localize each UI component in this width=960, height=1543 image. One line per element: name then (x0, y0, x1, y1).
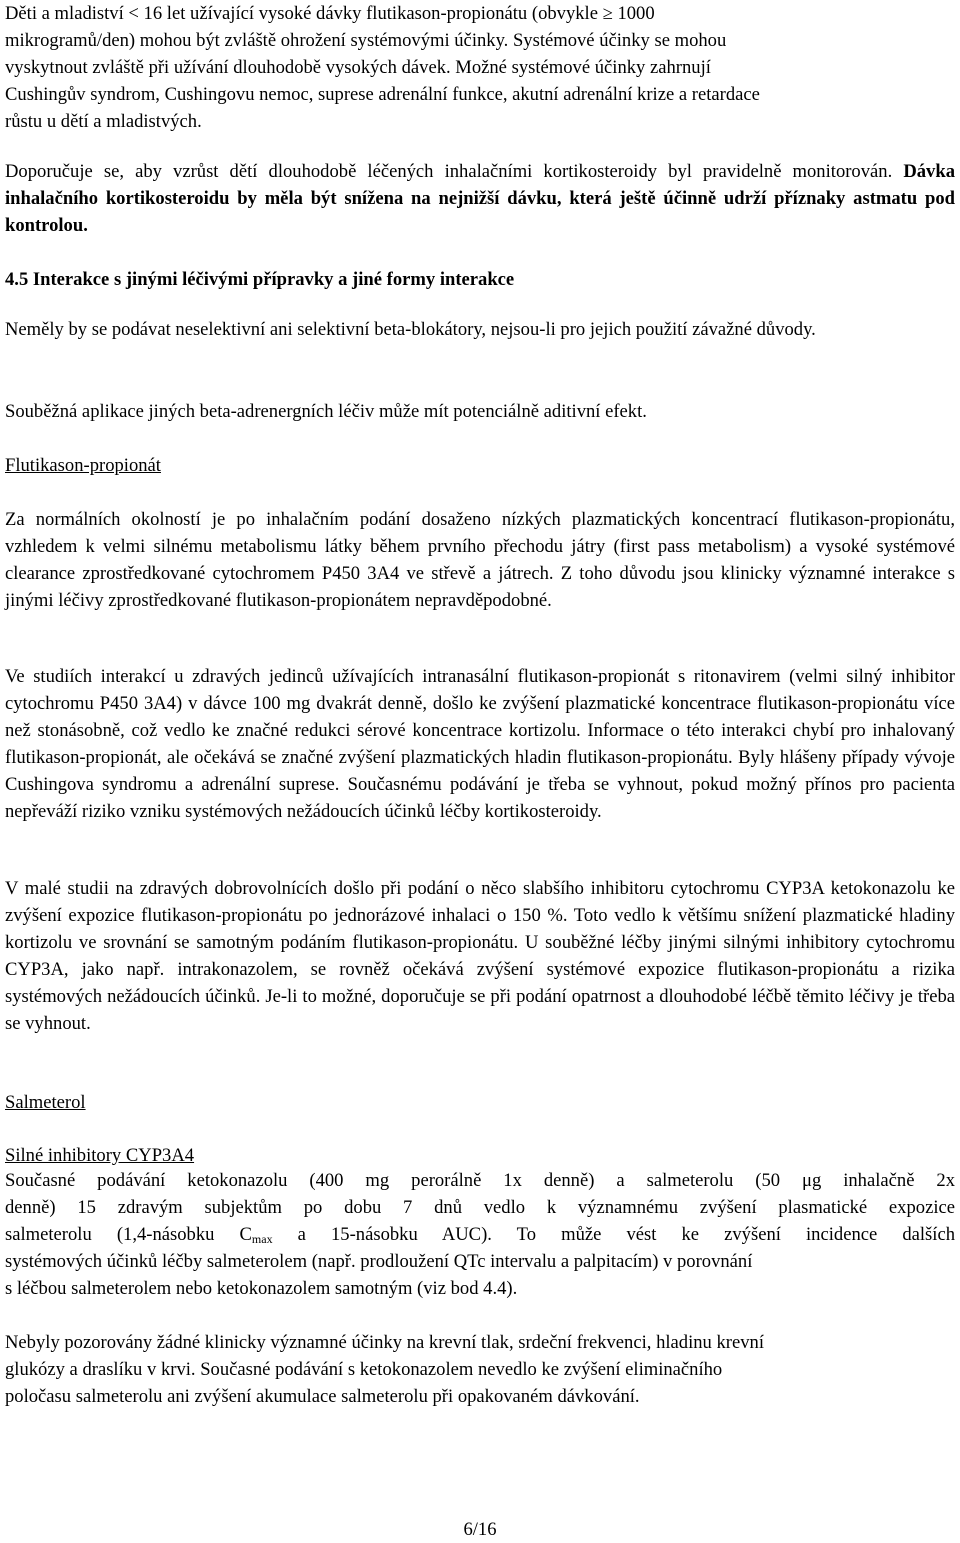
subscript-max: max (251, 1232, 273, 1246)
paragraph-ritonavir (5, 663, 955, 825)
text-line: systémových účinků léčby salmeterolem (např. prodloužení QTc intervalu a palpitacím) v porovnání (5, 1251, 753, 1272)
paragraph-children-risk (5, 0, 955, 135)
paragraph-fluticasone-metabolism (5, 506, 955, 614)
page-number: 6/16 (463, 1519, 497, 1540)
text-line: s léčbou salmeterolem nebo ketokonazolem samotným (viz bod 4.4). (5, 1278, 518, 1299)
fluticasone-heading: Flutikason-propionát (5, 455, 161, 476)
text-line: poločasu salmeterolu ani zvýšení akumulace salmeterolu při opakovaném dávkování. (5, 1386, 640, 1407)
paragraph-beta-blockers (5, 316, 955, 343)
subheading-fluticasone (5, 452, 955, 479)
paragraph-salmeterol-ketoconazole (5, 1167, 955, 1302)
subheading-salmeterol (5, 1089, 955, 1116)
text-line: glukózy a draslíku v krvi. Současné podávání s ketokonazolem nevedlo ke zvýšení eliminačního (5, 1359, 723, 1380)
paragraph-concomitant (5, 398, 955, 425)
ritonavir-text: Ve studiích interakcí u zdravých jedinců užívajících intranasální flutikason-propionát s ritonavirem (velmi silný inhibitor cytochromu P450 3A4) v dávce 100 mg dvakrát denně, došlo ke zvýšení plazmatické koncentrace flutikason-propionátu více než stonásobně, což vedlo ke značné redukci sérové koncentrace kortizolu. Informace o této interakci chybí pro inhalovaný flutikason-propionát, ale očekává se značné zvýšení plazmatických hladin flutikason-propionátu. Byly hlášeny případy vývoje Cushingova syndromu a adrenální suprese. Současnému podávání je třeba se vyhnout, pokud možný přínos pro pacienta nepřeváží riziko vzniku systémových nežádoucích účinků léčby kortikosteroidy. (5, 666, 955, 822)
text-line: vyskytnout zvláště při užívání dlouhodobě vysokých dávek. Možné systémové účinky zahrnují (5, 57, 711, 78)
section-heading-interactions: 4.5 Interakce s jinými léčivými přípravky a jiné formy interakce (5, 269, 515, 290)
salmeterol-heading: Salmeterol (5, 1092, 86, 1113)
fluticasone-metabolism-text: Za normálních okolností je po inhalačním podání dosaženo nízkých plazmatických koncentrací flutikason-propionátu, vzhledem k velmi silnému metabolismu látky během prvního přechodu játry (first pass metabolism) a vysoké systémové clearance zprostředkované cytochromem P450 3A4 ve střevě a játrech. Z toho důvodu jsou klinicky významné interakce s jinými léčivy zprostředkované flutikason-propionátem nepravděpodobné. (5, 509, 955, 611)
dose-reduction-text: Dávka inhalačního kortikosteroidu by měla být snížena na nejnižší dávku, která ještě účinně udrží příznaky astmatu pod kontrolou. (5, 161, 955, 236)
text-line: Nebyly pozorovány žádné klinicky významné účinky na krevní tlak, srdeční frekvenci, hladinu krevní (5, 1332, 764, 1353)
subheading-cyp3a4 (5, 1142, 955, 1169)
text-line: Děti a mladiství < 16 let užívající vysoké dávky flutikason-propionátu (obvykle ≥ 1000 (5, 3, 655, 24)
paragraph-ketoconazole (5, 875, 955, 1037)
text-line: Současné podávání ketokonazolu (400 mg perorálně 1x denně) a salmeterolu (50 μg inhalačně 2x (5, 1170, 955, 1191)
monitoring-text: Doporučuje se, aby vzrůst dětí dlouhodobě léčených inhalačními kortikosteroidy byl pravidelně monitorován. (5, 161, 893, 182)
concomitant-text: Souběžná aplikace jiných beta-adrenergních léčiv může mít potenciálně aditivní efekt. (5, 401, 647, 422)
text-line: Cushingův syndrom, Cushingovu nemoc, suprese adrenální funkce, akutní adrenální krize a retardace (5, 84, 760, 105)
beta-blockers-text: Neměly by se podávat neselektivní ani selektivní beta-blokátory, nejsou-li pro jejich použití závažné důvody. (5, 319, 816, 340)
ketoconazole-text: V malé studii na zdravých dobrovolnících došlo při podání o něco slabšího inhibitoru cytochromu CYP3A ketokonazolu ke zvýšení expozice flutikason-propionátu po jednorázové inhalaci o 150 %. Toto vedlo k většímu snížení plazmatické hladiny kortizolu ve srovnání se samotným podáním flutikason-propionátu. U souběžné léčby jinými silnými inhibitory cytochromu CYP3A, jako např. intrakonazolem, se rovněž očekává zvýšení systémové expozice flutikason-propionátu a rizika systémových nežádoucích účinků. Je-li to možné, doporučuje se při podání opatrnost a dlouhodobé léčbě těmito léčivy je třeba se vyhnout. (5, 878, 955, 1034)
text-line: mikrogramů/den) mohou být zvláště ohrožení systémovými účinky. Systémové účinky se mohou (5, 30, 727, 51)
cyp3a4-heading: Silné inhibitory CYP3A4 (5, 1145, 195, 1166)
text-fragment: salmeterolu (1,4-násobku C (5, 1224, 252, 1245)
text-line: růstu u dětí a mladistvých. (5, 111, 202, 132)
paragraph-no-effects (5, 1329, 955, 1410)
text-fragment: a 15-násobku AUC). To může vést ke zvýšení incidence dalších (272, 1224, 955, 1245)
paragraph-growth-monitoring (5, 158, 955, 239)
text-line: denně) 15 zdravým subjektům po dobu 7 dnů vedlo k významnému zvýšení plasmatické expozice (5, 1197, 955, 1218)
text-line (5, 1221, 955, 1248)
